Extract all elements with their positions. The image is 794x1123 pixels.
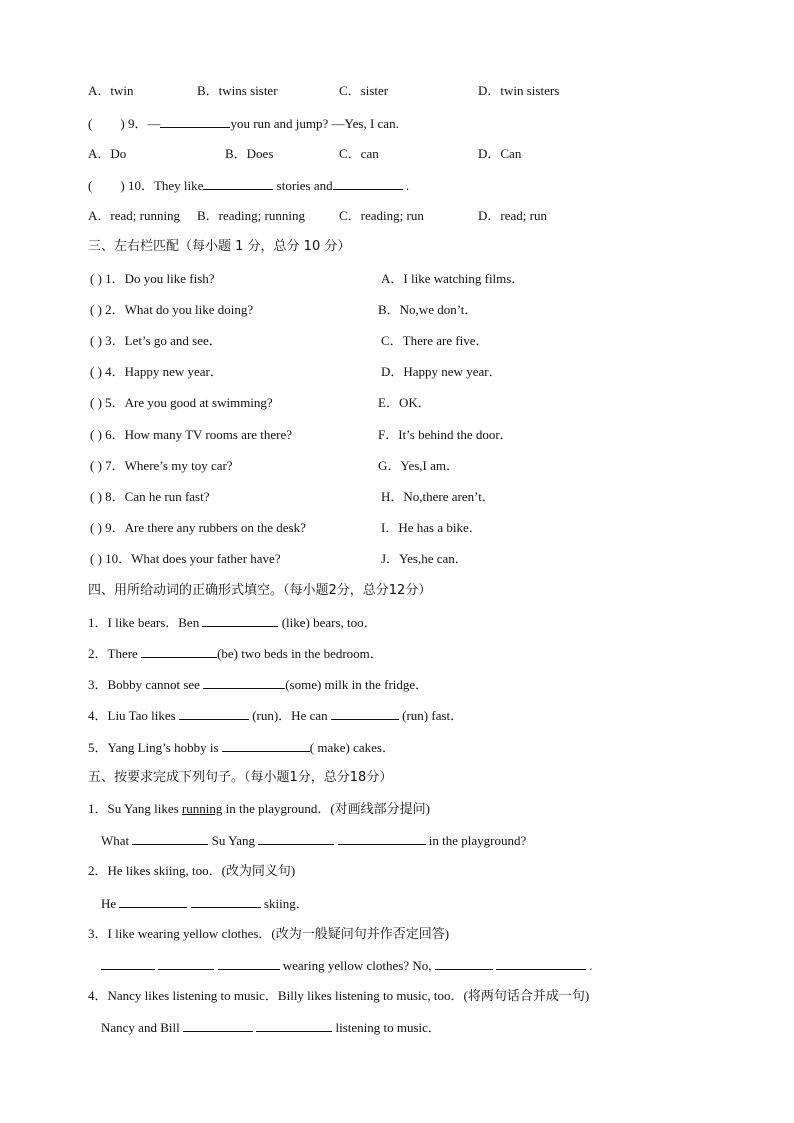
s4-q4 bbox=[88, 706, 463, 724]
section5-title: 五、按要求完成下列句子。（每小题1分，总分18分） bbox=[88, 770, 393, 785]
s4-q5-hint: ( make) cakes． bbox=[309, 740, 395, 755]
q10-mid: stories and bbox=[276, 178, 333, 193]
match-left-item: ( ) 9．Are there any rubbers on the desk? bbox=[90, 520, 306, 535]
s5-q1-blank-2[interactable] bbox=[258, 831, 334, 845]
match-left-item: ( ) 8．Can he run fast? bbox=[90, 489, 210, 504]
match-right-item: C．There are five． bbox=[381, 333, 489, 348]
q10-option-a: A．read; running bbox=[88, 208, 181, 223]
s5-q3-blank-5[interactable] bbox=[496, 956, 586, 970]
s5-q2-blank-1[interactable] bbox=[119, 894, 187, 908]
s5-q3: 3．I like wearing yellow clothes．(改为一般疑问句并作否定回答) bbox=[88, 926, 450, 941]
s5-q3-ans-text: wearing yellow clothes? No, bbox=[282, 958, 432, 973]
match-right-item: G．Yes,I am． bbox=[378, 458, 460, 473]
q10-number: 10．They like bbox=[127, 178, 204, 193]
s5-q3-answer bbox=[101, 956, 592, 974]
s4-q1-text: 1．I like bears．Ben bbox=[88, 615, 200, 630]
q9-option-c: C．can bbox=[339, 146, 379, 161]
match-left-item: ( ) 6．How many TV rooms are there? bbox=[90, 427, 293, 442]
section3-title: 三、左右栏匹配（每小题 1 分，总分 10 分） bbox=[88, 239, 351, 254]
s5-q3-blank-2[interactable] bbox=[158, 956, 214, 970]
s4-q4-hint-2: (run) fast． bbox=[402, 708, 464, 723]
s4-q5-blank[interactable] bbox=[222, 738, 310, 752]
s4-q5 bbox=[88, 738, 395, 756]
s4-q3-text: 3．Bobby cannot see bbox=[88, 677, 200, 692]
q10-blank-2[interactable] bbox=[333, 176, 403, 190]
s5-q4-ans-end: listening to music． bbox=[335, 1020, 441, 1035]
match-right-item: D．Happy new year． bbox=[381, 364, 502, 379]
s5-q2-blank-2[interactable] bbox=[191, 894, 261, 908]
match-right-item: B．No,we don’t． bbox=[378, 302, 478, 317]
s5-q1-answer bbox=[101, 831, 526, 849]
s5-q4-blank-2[interactable] bbox=[256, 1018, 332, 1032]
q10-blank-1[interactable] bbox=[203, 176, 273, 190]
match-left-item: ( ) 10．What does your father have? bbox=[90, 551, 281, 566]
match-right-item: A．I like watching films． bbox=[381, 271, 525, 286]
s5-q1-blank-3[interactable] bbox=[338, 831, 426, 845]
q10-end: . bbox=[405, 178, 410, 193]
s4-q1 bbox=[88, 613, 377, 631]
q10-option-c: C．reading; run bbox=[339, 208, 424, 223]
q9-number: 9．— bbox=[127, 116, 161, 131]
q9-question bbox=[88, 114, 399, 132]
q8-option-b: B．twins sister bbox=[197, 83, 278, 98]
s5-q3-blank-4[interactable] bbox=[435, 956, 493, 970]
s5-q2-answer bbox=[101, 894, 309, 912]
s4-q2-text: 2．There bbox=[88, 646, 138, 661]
q8-option-a: A．twin bbox=[88, 83, 134, 98]
s4-q2 bbox=[88, 644, 383, 662]
s4-q3 bbox=[88, 675, 428, 693]
q10-paren-close: ) bbox=[120, 178, 125, 193]
s4-q1-hint: (like) bears, too． bbox=[281, 615, 377, 630]
match-right-item: J．Yes,he can． bbox=[381, 551, 468, 566]
s5-q1-ans-what: What bbox=[101, 833, 130, 848]
s5-q2-ans-he: He bbox=[101, 896, 117, 911]
section4-title: 四、用所给动词的正确形式填空。（每小题2分，总分12分） bbox=[88, 583, 432, 598]
s5-q3-ans-end: . bbox=[589, 958, 593, 973]
match-left-item: ( ) 5．Are you good at swimming? bbox=[90, 395, 273, 410]
s4-q2-blank[interactable] bbox=[141, 644, 217, 658]
s4-q3-blank[interactable] bbox=[203, 675, 285, 689]
q9-paren-open: ( bbox=[88, 116, 93, 131]
s4-q3-hint: (some) milk in the fridge． bbox=[285, 677, 429, 692]
s5-q4-blank-1[interactable] bbox=[183, 1018, 253, 1032]
s4-q4-blank-2[interactable] bbox=[331, 706, 399, 720]
match-left-item: ( ) 2．What do you like doing? bbox=[90, 302, 254, 317]
s4-q4-hint-1: (run)．He can bbox=[252, 708, 328, 723]
match-left-item: ( ) 3．Let’s go and see． bbox=[90, 333, 222, 348]
q9-option-b: B．Does bbox=[225, 146, 274, 161]
s5-q1 bbox=[88, 800, 430, 818]
match-right-item: I．He has a bike． bbox=[381, 520, 482, 535]
q10-option-d: D．read; run bbox=[478, 208, 547, 223]
s5-q1-blank-1[interactable] bbox=[132, 831, 208, 845]
s4-q4-blank-1[interactable] bbox=[179, 706, 249, 720]
q10-option-b: B．reading; running bbox=[197, 208, 305, 223]
q8-option-d: D．twin sisters bbox=[478, 83, 560, 98]
q9-option-d: D．Can bbox=[478, 146, 522, 161]
s5-q4-answer bbox=[101, 1018, 441, 1036]
s5-q2: 2．He likes skiing, too．(改为同义句) bbox=[88, 863, 296, 878]
match-right-item: E．OK． bbox=[378, 395, 431, 410]
s5-q1-instruction: in the playground．(对画线部分提问) bbox=[225, 801, 430, 816]
match-left-item: ( ) 1．Do you like fish? bbox=[90, 271, 215, 286]
s4-q1-blank[interactable] bbox=[202, 613, 278, 627]
q10-question bbox=[88, 176, 409, 194]
match-left-item: ( ) 4．Happy new year． bbox=[90, 364, 223, 379]
s5-q1-ans-subject: Su Yang bbox=[211, 833, 256, 848]
s5-q3-blank-1[interactable] bbox=[101, 956, 155, 970]
s5-q2-ans-end: skiing． bbox=[263, 896, 309, 911]
match-right-item: F．It’s behind the door． bbox=[378, 427, 513, 442]
s5-q4: 4．Nancy likes listening to music．Billy likes listening to music, too．(将两句话合并成一句) bbox=[88, 988, 590, 1003]
match-left-item: ( ) 7．Where’s my toy car? bbox=[90, 458, 233, 473]
s4-q4-text: 4．Liu Tao likes bbox=[88, 708, 176, 723]
s5-q3-blank-3[interactable] bbox=[218, 956, 280, 970]
s5-q1-underlined-word: running bbox=[181, 801, 223, 816]
match-right-item: H．No,there aren’t． bbox=[381, 489, 495, 504]
q9-option-a: A．Do bbox=[88, 146, 127, 161]
s4-q5-text: 5．Yang Ling’s hobby is bbox=[88, 740, 219, 755]
q9-blank[interactable] bbox=[160, 114, 230, 128]
q8-option-c: C．sister bbox=[339, 83, 389, 98]
s5-q1-ans-end: in the playground? bbox=[428, 833, 527, 848]
q9-text: you run and jump? —Yes, I can. bbox=[230, 116, 399, 131]
q10-paren-open: ( bbox=[88, 178, 93, 193]
s5-q1-text: 1．Su Yang likes bbox=[88, 801, 179, 816]
s5-q4-ans-subject: Nancy and Bill bbox=[101, 1020, 180, 1035]
s4-q2-hint: (be) two beds in the bedroom． bbox=[217, 646, 383, 661]
q9-paren-close: ) bbox=[120, 116, 125, 131]
